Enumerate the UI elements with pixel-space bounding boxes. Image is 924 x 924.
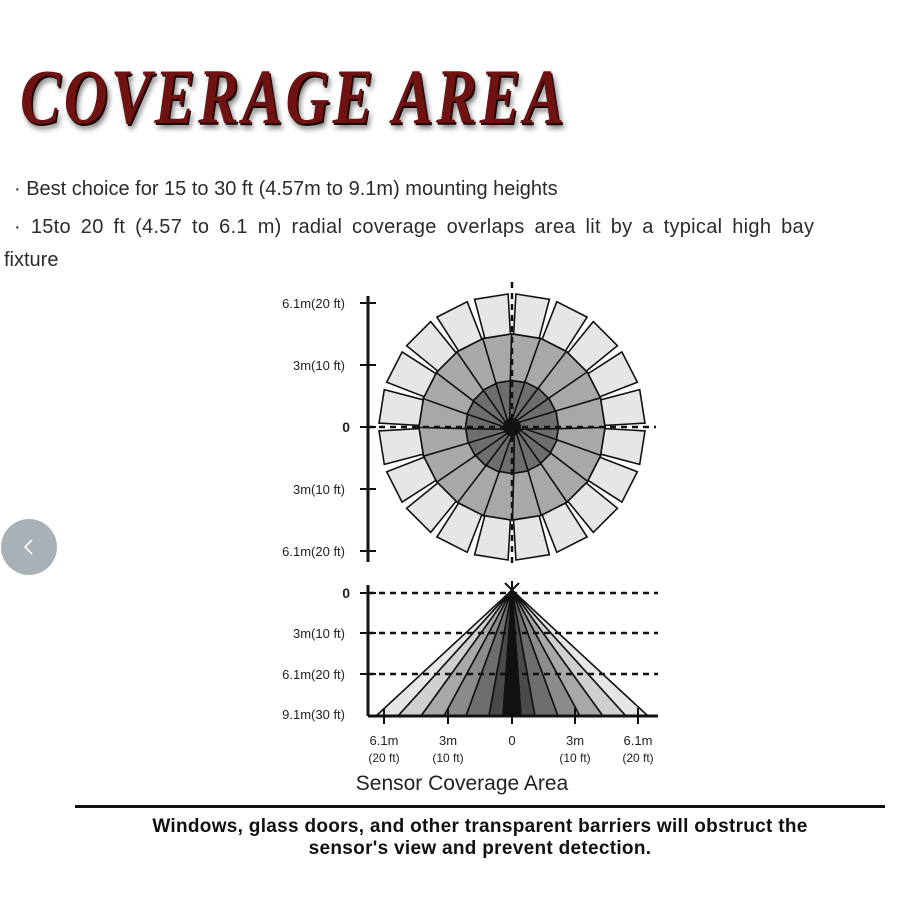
top-view-y-label: 6.1m(20 ft) (282, 296, 345, 311)
diagram-caption: Sensor Coverage Area (355, 772, 569, 795)
side-view-x-sublabel: (20 ft) (368, 751, 400, 765)
top-view (282, 282, 656, 565)
bullet-radial-coverage: · 15to 20 ft (4.57 to 6.1 m) radial coverage overlaps area lit by a typical high bay (14, 216, 815, 238)
side-view-x-label: 3m (565, 733, 585, 748)
side-view-x-label: 3m (438, 733, 458, 748)
side-view-y-label: 0 (342, 585, 350, 601)
detection-zone (514, 294, 550, 338)
detection-zone (514, 516, 550, 560)
bullet-radial-coverage-continued: fixture (4, 249, 59, 271)
warning-line: Windows, glass doors, and other transparent barriers will obstruct the (152, 816, 808, 837)
sensor-icon (505, 581, 519, 599)
top-view-y-label: 3m(10 ft) (292, 482, 345, 497)
side-view-x-label: 0 (508, 733, 516, 748)
top-view-y-label: 6.1m(20 ft) (282, 544, 345, 559)
side-view-x-sublabel: (10 ft) (559, 751, 591, 765)
side-view (282, 581, 658, 765)
side-view-y-label: 3m(10 ft) (292, 626, 345, 641)
side-view-detection-zones (376, 590, 648, 716)
sensor-center-dot (503, 418, 521, 436)
divider (75, 805, 885, 808)
bullet-mounting-heights: · Best choice for 15 to 30 ft (4.57m to 9.1m) mounting heights (14, 178, 558, 200)
side-view-x-label: 6.1m (369, 733, 399, 748)
top-view-y-label: 3m(10 ft) (292, 358, 345, 373)
detection-zone (379, 429, 423, 465)
side-view-x-label: 6.1m (623, 733, 653, 748)
side-view-x-sublabel: (10 ft) (432, 751, 464, 765)
page-title: COVERAGE AREA (20, 53, 568, 140)
warning-note (60, 816, 900, 860)
detection-zone (601, 429, 645, 465)
side-view-x-sublabel: (20 ft) (622, 751, 654, 765)
side-view-y-label: 9.1m(30 ft) (282, 707, 345, 722)
detection-zone (379, 390, 423, 426)
top-view-y-label: 0 (342, 419, 350, 435)
side-view-y-label: 6.1m(20 ft) (282, 667, 345, 682)
warning-line: sensor's view and prevent detection. (308, 838, 652, 859)
detection-zone (475, 294, 511, 338)
detection-zone (601, 390, 645, 426)
detection-zone (475, 516, 511, 560)
